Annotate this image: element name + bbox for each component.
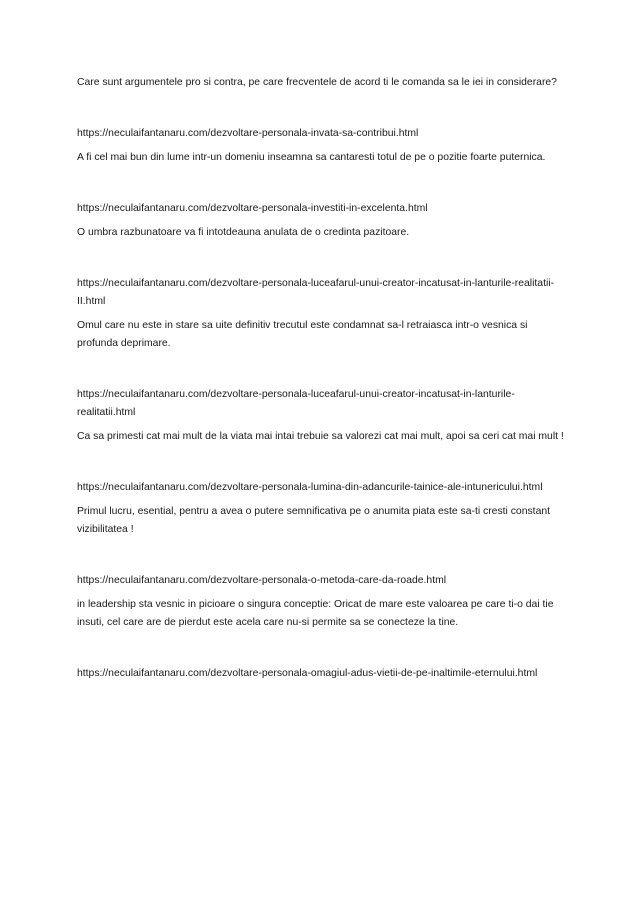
link-url[interactable]: https://neculaifantanaru.com/dezvoltare-personala-lumina-din-adancurile-tainice-ale-intunericului.html [77, 482, 543, 493]
quote-paragraph: O umbra razbunatoare va fi intotdeauna anulata de o credinta pazitoare. [77, 227, 410, 238]
quote-paragraph: Primul lucru, esential, pentru a avea o putere semnificativa pe o anumita piata este sa-ti cresti constant vizibilitatea ! [77, 506, 551, 535]
link-url[interactable]: https://neculaifantanaru.com/dezvoltare-personala-o-metoda-care-da-roade.html [77, 575, 447, 586]
link-url[interactable]: https://neculaifantanaru.com/dezvoltare-personala-invata-sa-contribui.html [77, 128, 419, 139]
quote-paragraph: A fi cel mai bun din lume intr-un domeniu inseamna sa cantaresti totul de pe o pozitie foarte puternica. [77, 152, 546, 163]
link-url[interactable]: https://neculaifantanaru.com/dezvoltare-personala-investiti-in-excelenta.html [77, 203, 428, 214]
quote-paragraph: in leadership sta vesnic in picioare o singura conceptie: Oricat de mare este valoarea pe care ti-o dai tie insuti, cel care are de pierdut este acela care nu-si permite sa se conecteze la tine. [77, 599, 554, 628]
link-url[interactable]: https://neculaifantanaru.com/dezvoltare-personala-luceafarul-unui-creator-incatusat-in-lanturile-realitatii.html [77, 389, 515, 418]
link-url[interactable]: https://neculaifantanaru.com/dezvoltare-personala-luceafarul-unui-creator-incatusat-in-lanturile-realitatii-II.html [77, 278, 555, 307]
quote-paragraph: Ca sa primesti cat mai mult de la viata mai intai trebuie sa valorezi cat mai mult, apoi sa ceri cat mai mult ! [77, 431, 564, 442]
quote-paragraph: Omul care nu este in stare sa uite definitiv trecutul este condamnat sa-l retraiasca intr-o vesnica si profunda deprimare. [77, 320, 528, 349]
link-url[interactable]: https://neculaifantanaru.com/dezvoltare-personala-omagiul-adus-vietii-de-pe-inaltimile-eternului.html [77, 668, 538, 679]
intro-paragraph: Care sunt argumentele pro si contra, pe care frecventele de acord ti le comanda sa le iei in considerare? [77, 77, 557, 88]
document-body [77, 74, 567, 683]
